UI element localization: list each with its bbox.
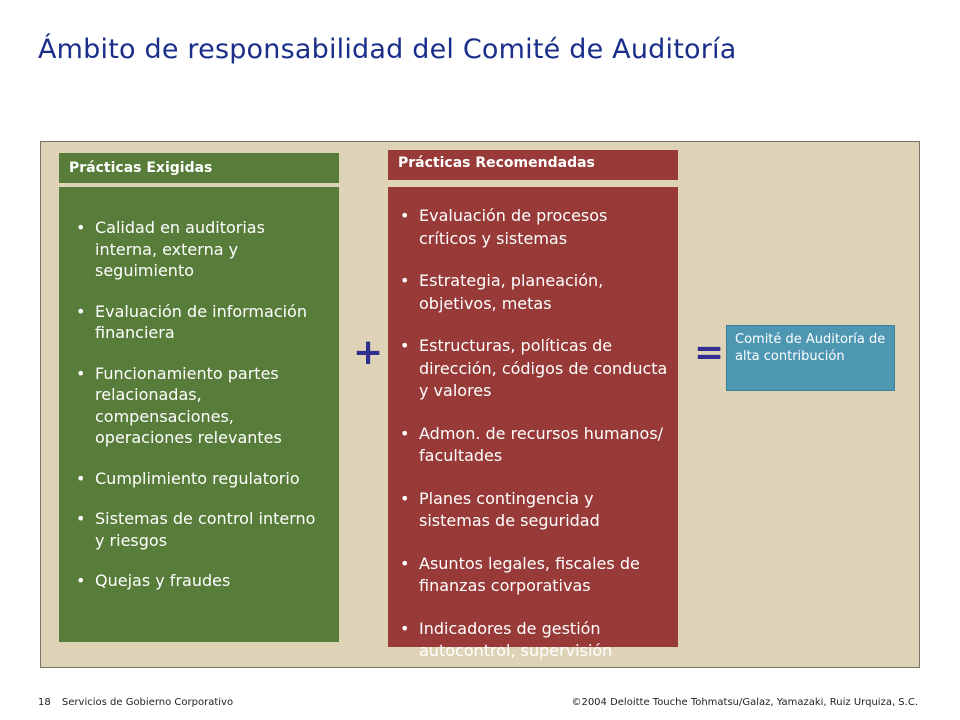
page-number: 18 bbox=[38, 697, 51, 708]
recommended-practices-box bbox=[388, 187, 678, 660]
required-practices-box bbox=[59, 187, 339, 642]
list-item: • Asuntos legales, fiscales de finanzas corporativas bbox=[398, 553, 668, 598]
footer-left bbox=[38, 697, 233, 708]
recommended-practices-header: Prácticas Recomendadas bbox=[388, 150, 678, 180]
list-item: • Evaluación de procesos críticos y sistemas bbox=[398, 205, 668, 250]
required-practices-header: Prácticas Exigidas bbox=[59, 153, 339, 183]
result-box: Comité de Auditoría de alta contribución bbox=[726, 325, 895, 391]
list-item: • Cumplimiento regulatorio bbox=[74, 468, 319, 490]
required-practices-list bbox=[74, 217, 319, 592]
footer-copyright: ©2004 Deloitte Touche Tohmatsu/Galaz, Yamazaki, Ruiz Urquiza, S.C. bbox=[571, 697, 918, 708]
list-item: • Estrategia, planeación, objetivos, metas bbox=[398, 270, 668, 315]
list-item: • Quejas y fraudes bbox=[74, 570, 319, 592]
footer-section: Servicios de Gobierno Corporativo bbox=[61, 697, 234, 708]
list-item: • Sistemas de control interno y riesgos bbox=[74, 508, 319, 551]
list-item: • Admon. de recursos humanos/ facultades bbox=[398, 423, 668, 468]
list-item: • Evaluación de información financiera bbox=[74, 301, 319, 344]
list-item: • Estructuras, políticas de dirección, códigos de conducta y valores bbox=[398, 335, 668, 403]
plus-sign: + bbox=[353, 332, 384, 373]
equals-sign: = bbox=[694, 332, 725, 373]
recommended-practices-list bbox=[398, 205, 668, 663]
list-item: • Planes contingencia y sistemas de seguridad bbox=[398, 488, 668, 533]
list-item: • Calidad en auditorias interna, externa y seguimiento bbox=[74, 217, 319, 282]
list-item: • Funcionamiento partes relacionadas, compensaciones, operaciones relevantes bbox=[74, 363, 319, 449]
list-item: • Indicadores de gestión autocontrol, supervisión bbox=[398, 618, 668, 663]
slide-title: Ámbito de responsabilidad del Comité de Auditoría bbox=[38, 34, 737, 65]
